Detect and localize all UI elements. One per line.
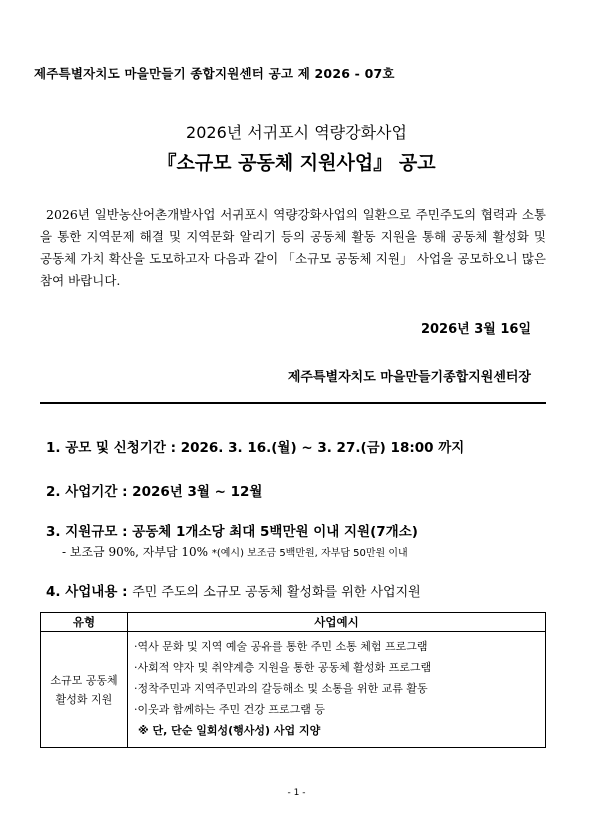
notice-title-line1: 2026년 서귀포시 역량강화사업 [186, 123, 407, 142]
type-cell [41, 632, 128, 748]
example-item: ·정착주민과 지역주민과의 갈등해소 및 소통을 위한 교류 활동 [134, 682, 428, 695]
table-header-row [41, 613, 546, 632]
section-project-period: 2. 사업기간 : 2026년 3월 ~ 12월 [46, 484, 263, 500]
examples-cell [128, 632, 546, 748]
notice-signer: 제주특별자치도 마을만들기종합지원센터장 [287, 370, 531, 385]
subsidy-example-note: *(예시) 보조금 5백만원, 자부담 50만원 이내 [211, 548, 408, 559]
support-scale-detail [62, 543, 408, 560]
section-application-period: 1. 공모 및 신청기간 : 2026. 3. 16.(월) ~ 3. 27.(금) 18:00 까지 [46, 440, 465, 456]
notice-date: 2026년 3월 16일 [420, 322, 531, 337]
table-row [41, 632, 546, 748]
type-label-line1: 소규모 공동체 [50, 673, 118, 687]
section-divider [40, 402, 546, 404]
example-item: ·역사 문화 및 지역 예술 공유를 통한 주민 소통 체험 프로그램 [134, 640, 428, 653]
project-content-text: 주민 주도의 소규모 공동체 활성화를 위한 사업지원 [132, 585, 421, 600]
example-item: ·사회적 약자 및 취약계층 지원을 통한 공동체 활성화 프로그램 [134, 661, 432, 674]
notice-body-text: 2026년 일반농산어촌개발사업 서귀포시 역량강화사업의 일환으로 주민주도의 협력과 소통을 통한 지역문제 해결 및 지역문화 알리기 등의 공동체 활동 지원을 통해 공동체 활성화 및 공동체 가치 확산을 도모하고자 다음과 같이 「소규모 공동체 지원」 사업을 공모하오니 많은 참여 바랍니다. [40, 207, 546, 288]
notice-number: 제주특별자치도 마을만들기 종합지원센터 공고 제 2026 - 07호 [34, 66, 395, 81]
table-header-type: 유형 [41, 613, 128, 632]
section-project-content [46, 580, 421, 600]
subsidy-ratio: - 보조금 90%, 자부담 10% [62, 545, 209, 559]
example-item: ·이웃과 함께하는 주민 건강 프로그램 등 [134, 703, 325, 716]
table-header-examples: 사업예시 [128, 613, 546, 632]
notice-title-line2: 『소규모 공동체 지원사업』 공고 [157, 152, 436, 174]
page-number: - 1 - [287, 788, 306, 798]
section-support-scale: 3. 지원규모 : 공동체 1개소당 최대 5백만원 이내 지원(7개소) [46, 524, 418, 540]
warning-note: ※ 단, 단순 일회성(행사성) 사업 지양 [138, 724, 321, 737]
project-examples-table [40, 612, 546, 748]
type-label-line2: 활성화 지원 [55, 692, 113, 706]
project-content-label: 4. 사업내용 : [46, 584, 128, 600]
